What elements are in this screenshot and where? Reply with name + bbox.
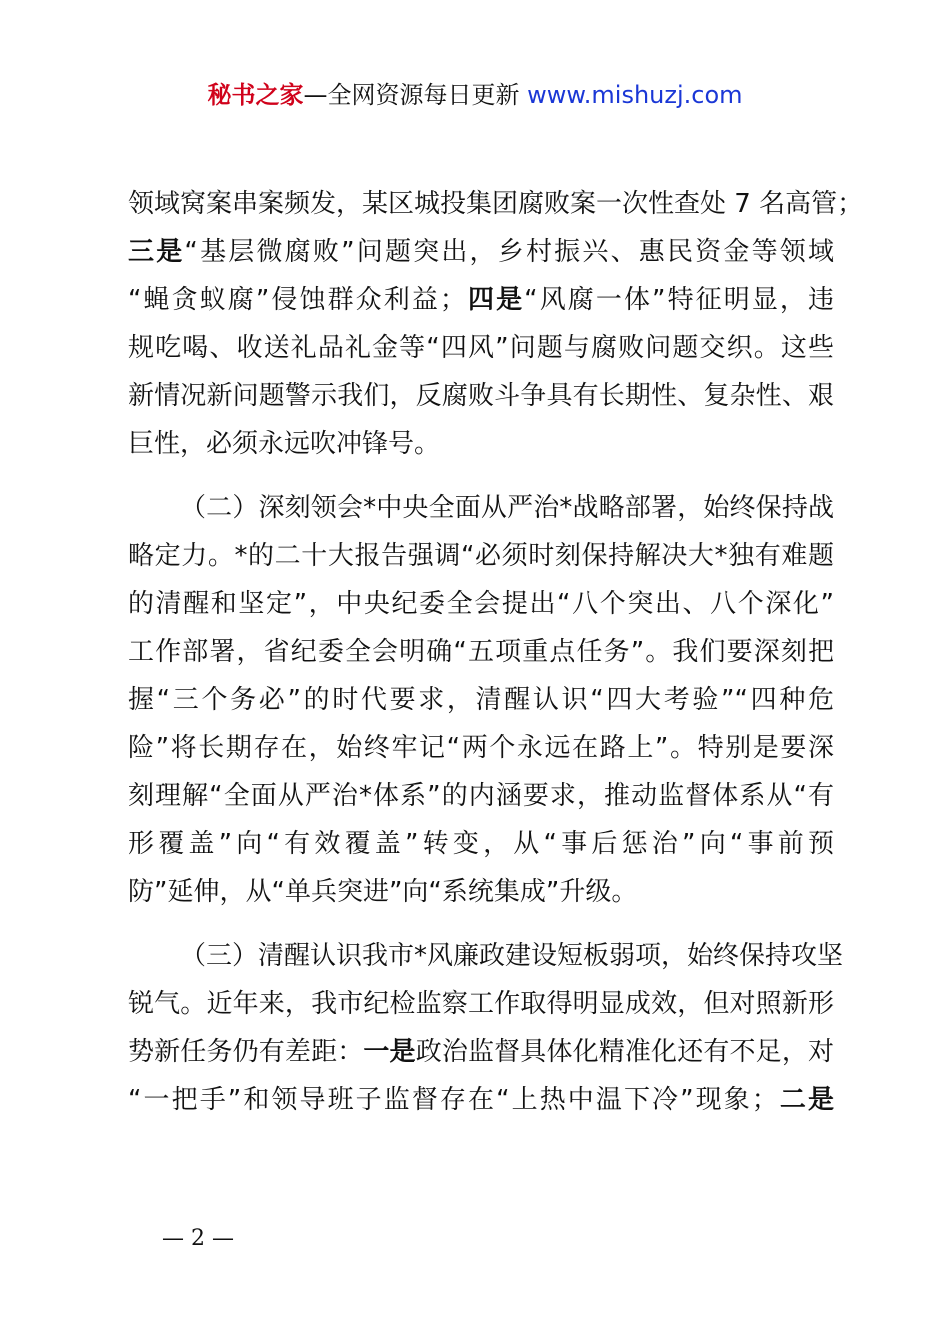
emphasis-text: 四是 xyxy=(465,285,525,315)
text-line: 工作部署，省纪委全会明确“五项重点任务”。我们要深刻把 xyxy=(128,637,834,667)
brand-name: 秘书之家 xyxy=(207,81,304,109)
text-line: 领域窝案串案频发，某区城投集团腐败案一次性查处 7 名高管； xyxy=(128,189,864,219)
text-line: 险”将长期存在，始终牢记“两个永远在路上”。特别是要深 xyxy=(128,733,834,763)
text-line: 规吃喝、收送礼品礼金等“四风”问题与腐败问题交织。这些 xyxy=(128,333,834,363)
text-line: 略定力。*的二十大报告强调“必须时刻保持解决大*独有难题 xyxy=(128,541,834,571)
text-line: 锐气。近年来，我市纪检监察工作取得明显成效，但对照新形 xyxy=(128,989,834,1019)
section-heading-line: （二）深刻领会*中央全面从严治*战略部署，始终保持战 xyxy=(180,493,834,523)
text-line: 的清醒和坚定”，中央纪委全会提出“八个突出、八个深化” xyxy=(128,589,834,619)
emphasis-text: 一是 xyxy=(363,1037,416,1067)
text-line: 握“三个务必”的时代要求，清醒认识“四大考验”“四种危 xyxy=(128,685,834,715)
paragraph-gap xyxy=(128,916,834,932)
text-line: 刻理解“全面从严治*体系”的内涵要求，推动监督体系从“有 xyxy=(128,781,834,811)
text-line: 防”延伸，从“单兵突进”向“系统集成”升级。 xyxy=(128,877,638,907)
page-number: — 2 — xyxy=(162,1226,234,1251)
paragraph-gap xyxy=(128,468,834,484)
section-heading-line: （三）清醒认识我市*风廉政建设短板弱项，始终保持攻坚 xyxy=(180,941,844,971)
text-line: “蝇贪蚁腐”侵蚀群众利益；四是“风腐一体”特征明显，违 xyxy=(128,285,834,315)
text-line: 新情况新问题警示我们，反腐败斗争具有长期性、复杂性、艰 xyxy=(128,381,834,411)
document-body xyxy=(128,180,864,1124)
emphasis-text: 二是 xyxy=(777,1085,834,1115)
header-tagline: —全网资源每日更新 xyxy=(303,81,528,109)
text-line: 巨性，必须永远吹冲锋号。 xyxy=(128,429,441,459)
text-line: 势新任务仍有差距：一是政治监督具体化精准化还有不足，对 xyxy=(128,1037,834,1067)
text-line: 三是“基层微腐败”问题突出，乡村振兴、惠民资金等领域 xyxy=(128,237,834,267)
text-line: “一把手”和领导班子监督存在“上热中温下冷”现象；二是 xyxy=(128,1085,834,1115)
emphasis-text: 三是 xyxy=(128,237,185,267)
site-header xyxy=(0,78,950,112)
text-line: 形覆盖”向“有效覆盖”转变，从“事后惩治”向“事前预 xyxy=(128,829,834,859)
header-url[interactable]: www.mishuzj.com xyxy=(527,81,743,109)
